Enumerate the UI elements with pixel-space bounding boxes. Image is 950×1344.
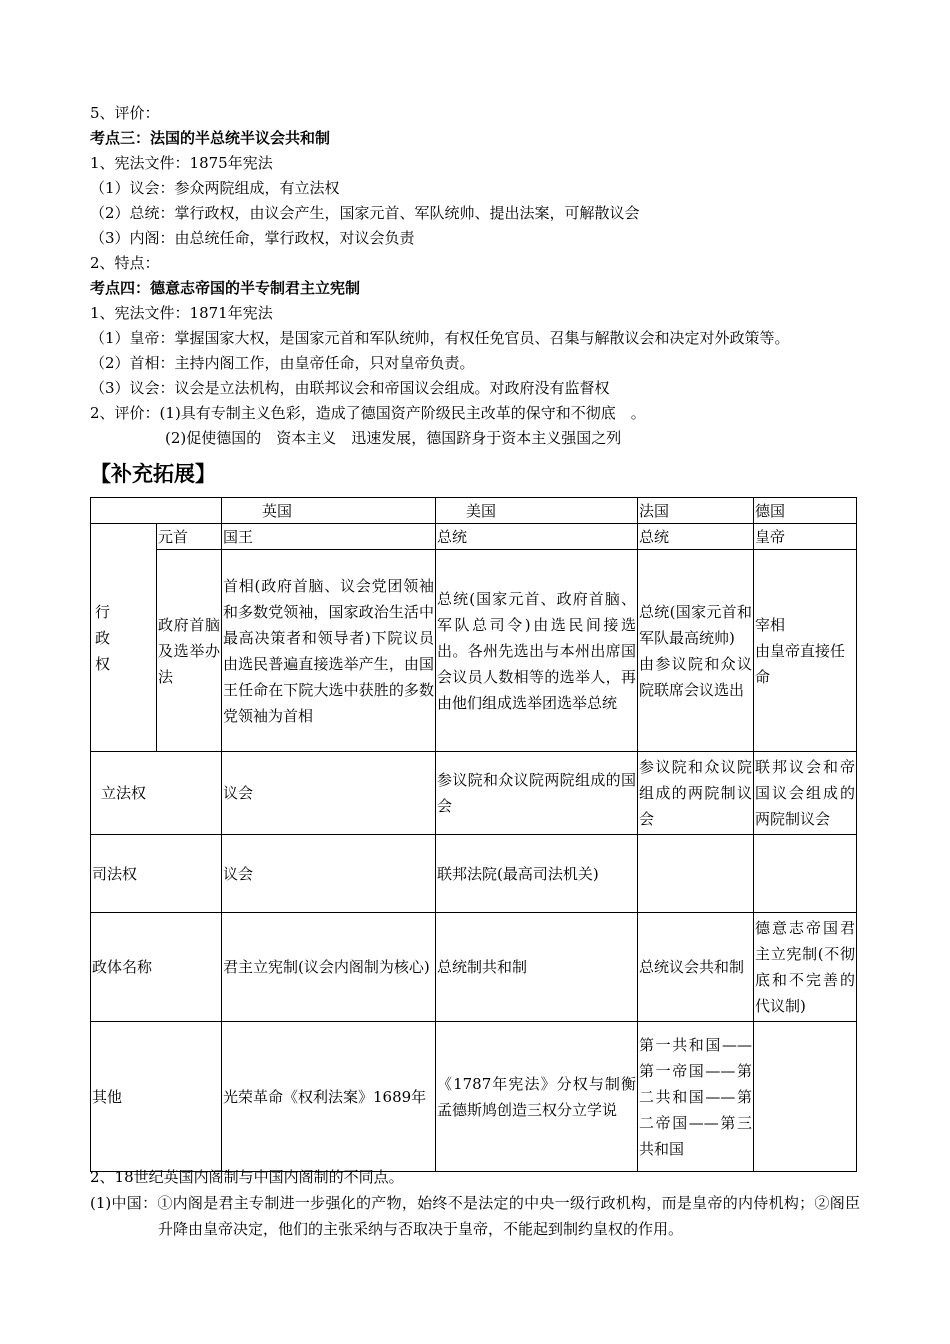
header-us: 美国 (436, 498, 638, 524)
cell-de (754, 835, 857, 913)
table-row (91, 752, 857, 835)
cell-us: 《1787年宪法》分权与制衡孟德斯鸠创造三权分立学说 (436, 1022, 638, 1172)
text-line: 1、宪法文件：1875年宪法 (90, 154, 273, 172)
text-line: （2）首相：主持内阁工作，由皇帝任命，只对皇帝负责。 (90, 354, 475, 372)
section-heading: 考点四：德意志帝国的半专制君主立宪制 (90, 279, 361, 297)
table-row (91, 835, 857, 913)
other-label: 其他 (91, 1022, 222, 1172)
text-line: （3）议会：议会是立法机构，由联邦议会和帝国议会组成。对政府没有监督权 (90, 379, 610, 397)
text-line: （1）皇帝：掌握国家大权，是国家元首和军队统帅，有权任免官员、召集与解散议会和决定对外政策等。 (90, 329, 790, 347)
text-line: 2、18世纪英国内阁制与中国内阁制的不同点。 (90, 1168, 404, 1186)
table-header-row (91, 498, 857, 524)
cell-de: 皇帝 (754, 524, 857, 550)
text-line: 2、评价：(1)具有专制主义色彩，造成了德国资产阶级民主改革的保守和不彻底 。 (90, 404, 646, 422)
text-line: 5、评价： (90, 104, 160, 122)
cell-fr: 总统 (638, 524, 754, 550)
head-of-state-label: 元首 (157, 524, 222, 550)
cell-fr: 第一共和国——第一帝国——第二共和国——第二帝国——第三共和国 (638, 1022, 754, 1172)
text-line: （3）内阁：由总统任命，掌行政权，对议会负责 (90, 229, 415, 247)
text-line: 1、宪法文件：1871年宪法 (90, 304, 273, 322)
text-line: 2、特点： (90, 254, 160, 272)
cell-us: 总统(国家元首、政府首脑、军队总司令)由选民间接选出。各州先选出与本州出席国会议员人数相等的选举人，再由他们组成选举团选举总统 (436, 550, 638, 752)
table-row (91, 913, 857, 1022)
cell-fr (638, 835, 754, 913)
paragraph-text: (1)中国：①内阁是君主专制进一步强化的产物，始终不是法定的中央一级行政机构，而是皇帝的内侍机构；②阁臣升降由皇帝决定，他们的主张采纳与否取决于皇帝，不能起到制约皇权的作用。 (90, 1194, 860, 1238)
cell-fr: 参议院和众议院组成的两院制议会 (638, 752, 754, 835)
polity-label: 政体名称 (91, 913, 222, 1022)
cell-uk: 国王 (222, 524, 436, 550)
cell-de: 宰相 由皇帝直接任命 (754, 550, 857, 752)
text-line: （2）总统：掌行政权，由议会产生，国家元首、军队统帅、提出法案，可解散议会 (90, 204, 640, 222)
text-paragraph (90, 1190, 860, 1242)
cell-de: 联邦议会和帝国议会组成的两院制议会 (754, 752, 857, 835)
cell-uk: 光荣革命《权利法案》1689年 (222, 1022, 436, 1172)
cell-us: 总统 (436, 524, 638, 550)
table-corner-cell (91, 498, 222, 524)
cell-uk: 君主立宪制(议会内阁制为核心) (222, 913, 436, 1022)
cell-us: 联邦法院(最高司法机关) (436, 835, 638, 913)
table-row (91, 1022, 857, 1172)
supplement-title: 【补充拓展】 (90, 462, 216, 486)
cell-fr: 总统(国家元首和军队最高统帅) 由参议院和众议院联席会议选出 (638, 550, 754, 752)
header-fr: 法国 (638, 498, 754, 524)
cell-us: 参议院和众议院两院组成的国会 (436, 752, 638, 835)
judicial-label: 司法权 (91, 835, 222, 913)
header-uk: 英国 (222, 498, 436, 524)
table-row (91, 524, 857, 550)
executive-label: 行 政 权 (91, 524, 157, 752)
cell-de: 德意志帝国君主立宪制(不彻底和不完善的代议制) (754, 913, 857, 1022)
cell-fr: 总统议会共和制 (638, 913, 754, 1022)
cell-uk: 议会 (222, 752, 436, 835)
text-line: (2)促使德国的 资本主义 迅速发展，德国跻身于资本主义强国之列 (90, 429, 622, 447)
legislative-label: 立法权 (91, 752, 222, 835)
executive-sub-label: 政府首脑及选举办法 (157, 550, 222, 752)
header-de: 德国 (754, 498, 857, 524)
cell-uk: 议会 (222, 835, 436, 913)
cell-us: 总统制共和制 (436, 913, 638, 1022)
section-heading: 考点三：法国的半总统半议会共和制 (90, 129, 331, 147)
text-line: （1）议会：参众两院组成，有立法权 (90, 179, 340, 197)
cell-uk: 首相(政府首脑、议会党团领袖和多数党领袖，国家政治生活中最高决策者和领导者)下院议员由选民普遍直接选举产生，由国王任命在下院大选中获胜的多数党领袖为首相 (222, 550, 436, 752)
comparison-table (90, 497, 857, 1172)
table-row (91, 550, 857, 752)
cell-de (754, 1022, 857, 1172)
